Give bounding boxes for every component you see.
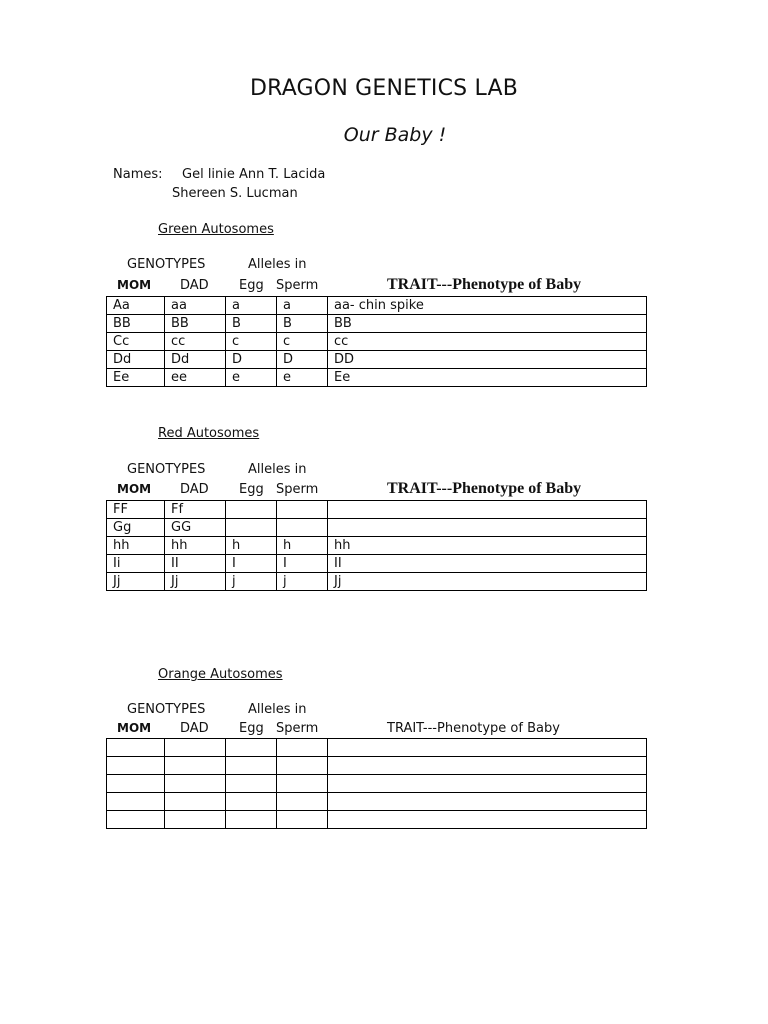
egg-allele-cell xyxy=(226,757,277,775)
trait-cell: hh xyxy=(328,537,647,555)
trait-cell xyxy=(328,501,647,519)
table-row xyxy=(107,573,647,591)
sperm-allele-cell: B xyxy=(277,315,328,333)
egg-allele-cell xyxy=(226,501,277,519)
student-name-1: Gel linie Ann T. Lacida xyxy=(182,167,326,182)
dad-genotype-cell: Jj xyxy=(165,573,226,591)
table-row xyxy=(107,315,647,333)
egg-allele-cell: j xyxy=(226,573,277,591)
red-autosomes-table xyxy=(106,500,647,591)
egg-allele-cell xyxy=(226,739,277,757)
orange-autosomes-table xyxy=(106,738,647,829)
table-row xyxy=(107,775,647,793)
dad-genotype-cell: GG xyxy=(165,519,226,537)
trait-cell xyxy=(328,775,647,793)
trait-cell xyxy=(328,811,647,829)
egg-header: Egg xyxy=(239,721,264,736)
mom-genotype-cell xyxy=(107,793,165,811)
mom-genotype-cell: Cc xyxy=(107,333,165,351)
egg-allele-cell: B xyxy=(226,315,277,333)
dad-genotype-cell: Dd xyxy=(165,351,226,369)
sperm-allele-cell xyxy=(277,793,328,811)
trait-cell: DD xyxy=(328,351,647,369)
green-autosomes-table xyxy=(106,296,647,387)
sperm-allele-cell: j xyxy=(277,573,328,591)
sperm-header: Sperm xyxy=(276,721,319,736)
sperm-allele-cell: a xyxy=(277,297,328,315)
mom-genotype-cell: Ee xyxy=(107,369,165,387)
dad-genotype-cell xyxy=(165,739,226,757)
mom-genotype-cell: hh xyxy=(107,537,165,555)
alleles-in-header: Alleles in xyxy=(248,702,307,717)
trait-cell: BB xyxy=(328,315,647,333)
mom-header: MOM xyxy=(117,278,152,292)
sperm-allele-cell: h xyxy=(277,537,328,555)
dad-genotype-cell: hh xyxy=(165,537,226,555)
egg-header: Egg xyxy=(239,278,264,293)
mom-genotype-cell: Dd xyxy=(107,351,165,369)
mom-genotype-cell: Gg xyxy=(107,519,165,537)
dad-header: DAD xyxy=(180,278,209,293)
table-row xyxy=(107,369,647,387)
table-row xyxy=(107,555,647,573)
mom-genotype-cell: Jj xyxy=(107,573,165,591)
table-row xyxy=(107,739,647,757)
trait-cell: aa- chin spike xyxy=(328,297,647,315)
sperm-allele-cell xyxy=(277,739,328,757)
trait-cell: Ee xyxy=(328,369,647,387)
section-title-orange: Orange Autosomes xyxy=(158,667,283,682)
sperm-allele-cell xyxy=(277,811,328,829)
trait-cell xyxy=(328,793,647,811)
genotypes-header: GENOTYPES xyxy=(127,257,206,272)
table-row xyxy=(107,297,647,315)
page-title: DRAGON GENETICS LAB xyxy=(249,76,519,101)
dad-genotype-cell xyxy=(165,811,226,829)
dad-header: DAD xyxy=(180,721,209,736)
egg-allele-cell: e xyxy=(226,369,277,387)
dad-genotype-cell: aa xyxy=(165,297,226,315)
trait-header: TRAIT---Phenotype of Baby xyxy=(387,480,582,497)
mom-genotype-cell: FF xyxy=(107,501,165,519)
table-row xyxy=(107,519,647,537)
trait-cell: II xyxy=(328,555,647,573)
table-row xyxy=(107,501,647,519)
dad-genotype-cell xyxy=(165,793,226,811)
dad-genotype-cell: cc xyxy=(165,333,226,351)
student-name-2: Shereen S. Lucman xyxy=(172,186,298,201)
trait-cell xyxy=(328,757,647,775)
egg-allele-cell xyxy=(226,519,277,537)
sperm-allele-cell xyxy=(277,519,328,537)
sperm-allele-cell: c xyxy=(277,333,328,351)
table-row xyxy=(107,793,647,811)
dad-genotype-cell: II xyxy=(165,555,226,573)
mom-genotype-cell xyxy=(107,775,165,793)
sperm-allele-cell xyxy=(277,775,328,793)
mom-genotype-cell xyxy=(107,811,165,829)
trait-cell xyxy=(328,739,647,757)
dad-genotype-cell xyxy=(165,757,226,775)
egg-allele-cell xyxy=(226,775,277,793)
dad-genotype-cell xyxy=(165,775,226,793)
page-subtitle: Our Baby ! xyxy=(343,124,447,146)
trait-cell xyxy=(328,519,647,537)
section-title-green: Green Autosomes xyxy=(158,222,274,237)
dad-genotype-cell: ee xyxy=(165,369,226,387)
sperm-allele-cell: I xyxy=(277,555,328,573)
trait-header: TRAIT---Phenotype of Baby xyxy=(387,721,560,736)
trait-cell: Jj xyxy=(328,573,647,591)
egg-allele-cell: D xyxy=(226,351,277,369)
sperm-allele-cell xyxy=(277,501,328,519)
mom-genotype-cell: Ii xyxy=(107,555,165,573)
mom-genotype-cell xyxy=(107,739,165,757)
sperm-allele-cell: e xyxy=(277,369,328,387)
trait-cell: cc xyxy=(328,333,647,351)
egg-allele-cell xyxy=(226,793,277,811)
dad-genotype-cell: Ff xyxy=(165,501,226,519)
table-row xyxy=(107,537,647,555)
egg-allele-cell: h xyxy=(226,537,277,555)
dad-header: DAD xyxy=(180,482,209,497)
mom-genotype-cell xyxy=(107,757,165,775)
egg-allele-cell: c xyxy=(226,333,277,351)
names-label: Names: xyxy=(113,167,163,182)
trait-header: TRAIT---Phenotype of Baby xyxy=(387,276,582,293)
table-row xyxy=(107,351,647,369)
egg-allele-cell: a xyxy=(226,297,277,315)
section-title-red: Red Autosomes xyxy=(158,426,260,441)
genotypes-header: GENOTYPES xyxy=(127,702,206,717)
sperm-allele-cell xyxy=(277,757,328,775)
sperm-header: Sperm xyxy=(276,278,319,293)
genotypes-header: GENOTYPES xyxy=(127,462,206,477)
alleles-in-header: Alleles in xyxy=(248,257,307,272)
sperm-header: Sperm xyxy=(276,482,319,497)
table-row xyxy=(107,811,647,829)
table-row xyxy=(107,757,647,775)
sperm-allele-cell: D xyxy=(277,351,328,369)
egg-header: Egg xyxy=(239,482,264,497)
mom-genotype-cell: BB xyxy=(107,315,165,333)
egg-allele-cell: I xyxy=(226,555,277,573)
table-row xyxy=(107,333,647,351)
dad-genotype-cell: BB xyxy=(165,315,226,333)
mom-header: MOM xyxy=(117,721,152,735)
alleles-in-header: Alleles in xyxy=(248,462,307,477)
mom-genotype-cell: Aa xyxy=(107,297,165,315)
mom-header: MOM xyxy=(117,482,152,496)
egg-allele-cell xyxy=(226,811,277,829)
